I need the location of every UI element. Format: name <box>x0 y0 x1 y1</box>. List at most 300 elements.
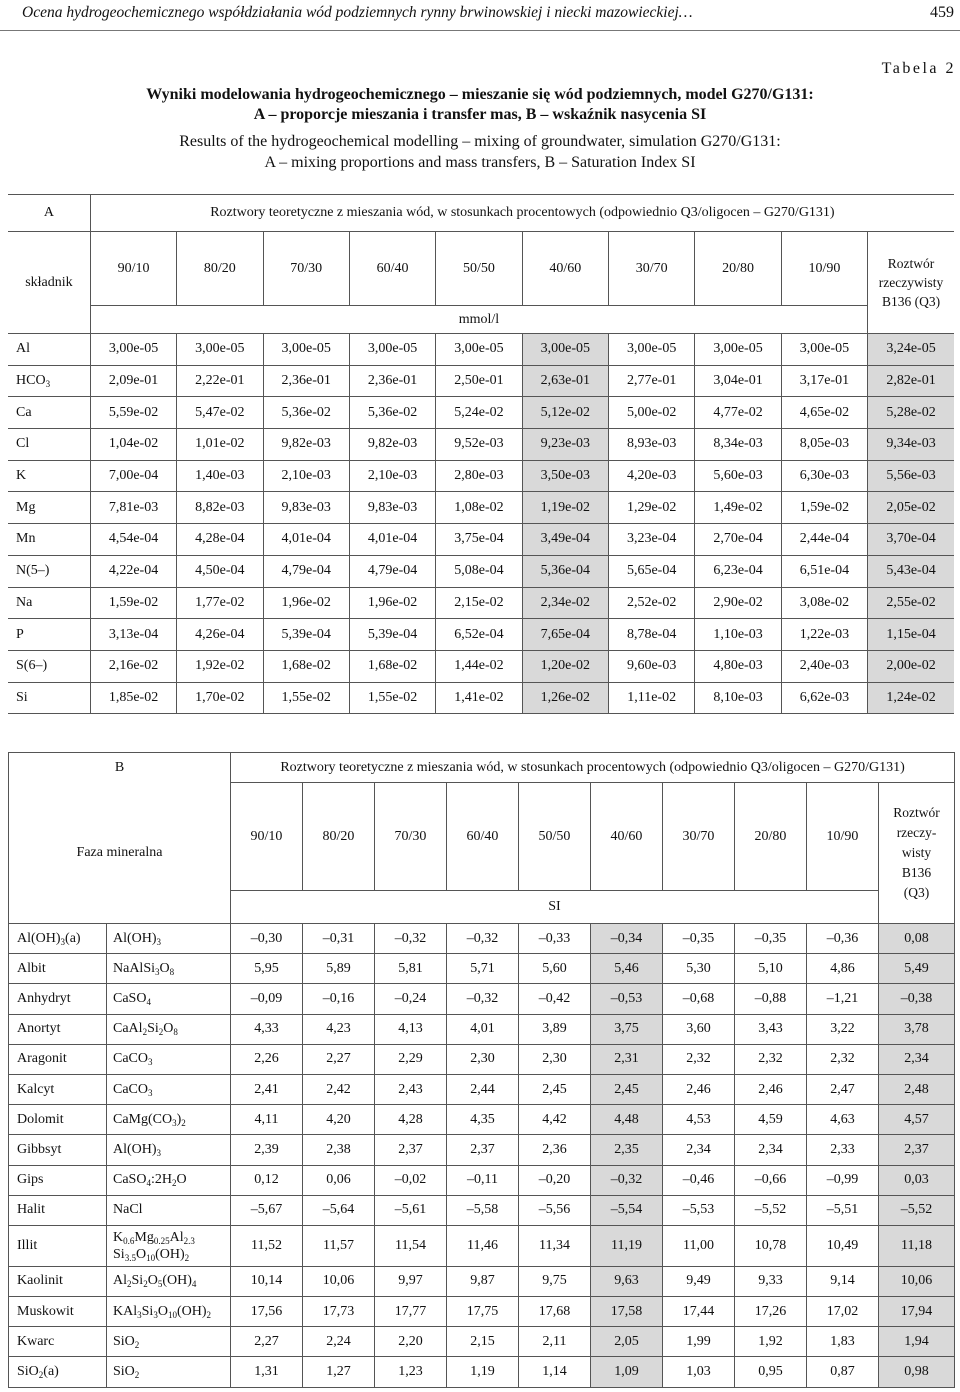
table-b-row <box>9 1327 955 1357</box>
page-number: 459 <box>930 4 954 21</box>
table-a-ratio-header: 70/30 <box>263 232 349 306</box>
table-b-si-value-cell: 17,77 <box>375 1297 447 1327</box>
table-a-value-cell: 1,96e-02 <box>349 587 435 619</box>
table-a-value-cell: 2,16e-02 <box>90 650 176 682</box>
table-a-value-cell: 2,82e-01 <box>868 365 954 397</box>
table-a-value-cell: 1,49e-02 <box>695 492 781 524</box>
table-b-si-value-cell: 1,27 <box>303 1357 375 1387</box>
table-b-si-value-cell: –5,52 <box>735 1195 807 1225</box>
table-b-si-value-cell: 5,71 <box>447 954 519 984</box>
table-b-si-value-cell: –0,33 <box>519 924 591 954</box>
mineral-phase-name: SiO$_2$(a) <box>9 1357 107 1387</box>
table-a-value-cell: 1,24e-02 <box>868 682 954 714</box>
table-a-value-cell: 6,52e-04 <box>436 619 522 651</box>
table-b-si-value-cell: 9,75 <box>519 1266 591 1296</box>
table-b-si-value-cell: 0,98 <box>879 1357 955 1387</box>
table-b-row <box>9 1266 955 1296</box>
table-a-value-cell: 7,81e-03 <box>90 492 176 524</box>
table-b-si-value-cell: 3,89 <box>519 1014 591 1044</box>
table-b-si-value-cell: 4,01 <box>447 1014 519 1044</box>
table-b-si-value-cell: 4,33 <box>231 1014 303 1044</box>
table-b-row <box>9 984 955 1014</box>
table-b-si-value-cell: –0,20 <box>519 1165 591 1195</box>
mineral-phase-name: Aragonit <box>9 1044 107 1074</box>
table-b-si-value-cell: 10,06 <box>303 1266 375 1296</box>
table-a-value-cell: 8,05e-03 <box>781 429 867 461</box>
table-b-si-value-cell: 1,14 <box>519 1357 591 1387</box>
table-a-value-cell: 6,51e-04 <box>781 555 867 587</box>
table-b-row <box>9 1135 955 1165</box>
table-b-si-value-cell: 2,34 <box>879 1044 955 1074</box>
table-b-si-value-cell: 4,86 <box>807 954 879 984</box>
table-b-si-value-cell: 4,53 <box>663 1105 735 1135</box>
title-english-line-1: Results of the hydrogeochemical modelling – mixing of groundwater, simulation G270/G131: <box>179 133 781 150</box>
table-b-si-value-cell: –0,46 <box>663 1165 735 1195</box>
table-b-si-value-cell: –0,09 <box>231 984 303 1014</box>
table-b-section-label: B <box>9 753 231 783</box>
table-b-si-value-cell: 2,20 <box>375 1327 447 1357</box>
table-b-unit: SI <box>231 891 879 924</box>
table-b-si-value-cell: 2,30 <box>447 1044 519 1074</box>
table-a-value-cell: 5,28e-02 <box>868 397 954 429</box>
table-a-row <box>8 334 954 366</box>
table-b-si-value-cell: 1,09 <box>591 1357 663 1387</box>
table-a-value-cell: 4,79e-04 <box>349 555 435 587</box>
table-a-value-cell: 4,54e-04 <box>90 524 176 556</box>
table-a-section-label: A <box>8 195 90 232</box>
mineral-formula: $CaSO_4:2H_2O$ <box>107 1165 231 1195</box>
component-name: $HCO_3$ <box>8 365 90 397</box>
table-a-value-cell: 2,52e-02 <box>608 587 694 619</box>
table-b-si-value-cell: 5,95 <box>231 954 303 984</box>
table-a-value-cell: 1,85e-02 <box>90 682 176 714</box>
table-a-value-cell: 5,36e-02 <box>349 397 435 429</box>
table-b-si-value-cell: 11,57 <box>303 1225 375 1266</box>
table-b-si-value-cell: 17,73 <box>303 1297 375 1327</box>
table-b-si-value-cell: 0,87 <box>807 1357 879 1387</box>
table-b-si-value-cell: 2,32 <box>807 1044 879 1074</box>
table-a-value-cell: 4,79e-04 <box>263 555 349 587</box>
table-a-value-cell: 2,09e-01 <box>90 365 176 397</box>
table-b-si-value-cell: 10,06 <box>879 1266 955 1296</box>
table-a-value-cell: 2,40e-03 <box>781 650 867 682</box>
table-a-value-cell: 5,39e-04 <box>263 619 349 651</box>
table-a-value-cell: 1,68e-02 <box>263 650 349 682</box>
table-a-value-cell: 5,36e-02 <box>263 397 349 429</box>
table-b-row <box>9 1225 955 1266</box>
table-b-si-value-cell: 9,97 <box>375 1266 447 1296</box>
table-a-value-cell: 3,70e-04 <box>868 524 954 556</box>
table-b-row <box>9 1105 955 1135</box>
table-a-value-cell: 4,80e-03 <box>695 650 781 682</box>
table-b-si-value-cell: 2,45 <box>591 1074 663 1104</box>
table-b-saturation-index <box>8 752 955 1388</box>
table-a-value-cell: 4,01e-04 <box>263 524 349 556</box>
mineral-phase-name: Gibbsyt <box>9 1135 107 1165</box>
table-b-si-value-cell: –0,32 <box>591 1165 663 1195</box>
table-a-value-cell: 1,26e-02 <box>522 682 608 714</box>
mineral-formula: SiO$_2$ <box>107 1357 231 1387</box>
table-a-value-cell: 1,22e-03 <box>781 619 867 651</box>
table-b-si-value-cell: 2,35 <box>591 1135 663 1165</box>
table-b-si-value-cell: 2,30 <box>519 1044 591 1074</box>
table-b-si-value-cell: 0,06 <box>303 1165 375 1195</box>
table-a-value-cell: 9,83e-03 <box>263 492 349 524</box>
table-b-si-value-cell: 17,56 <box>231 1297 303 1327</box>
table-b-si-value-cell: 1,03 <box>663 1357 735 1387</box>
table-b-si-value-cell: 5,81 <box>375 954 447 984</box>
table-a-ratio-header: 60/40 <box>349 232 435 306</box>
table-b-si-value-cell: –5,52 <box>879 1195 955 1225</box>
mineral-formula: $Al_2Si_2O_5(OH)_4$ <box>107 1266 231 1296</box>
mineral-phase-name: Muskowit <box>9 1297 107 1327</box>
table-a-value-cell: 1,29e-02 <box>608 492 694 524</box>
table-b-si-value-cell: 2,42 <box>303 1074 375 1104</box>
table-a-value-cell: 5,24e-02 <box>436 397 522 429</box>
table-a-value-cell: 1,01e-02 <box>177 429 263 461</box>
component-name: Cl <box>8 429 90 461</box>
table-a-value-cell: 6,62e-03 <box>781 682 867 714</box>
running-title: Ocena hydrogeochemicznego współdziałania wód podziemnych rynny brwinowskiej i niecki mazowieckiej… <box>22 4 693 21</box>
table-b-si-value-cell: 4,57 <box>879 1105 955 1135</box>
table-a-value-cell: 3,00e-05 <box>608 334 694 366</box>
table-b-si-value-cell: 2,43 <box>375 1074 447 1104</box>
table-b-real-solution-header: Roztwór rzeczy- wisty B136 (Q3) <box>879 783 955 924</box>
table-a-value-cell: 5,36e-04 <box>522 555 608 587</box>
table-b-ratio-header: 70/30 <box>375 783 447 891</box>
mineral-formula: $K_{0.6}Mg_{0.25}Al_{2.3}$ $Si_{3.5}O_{10}(OH)_2$ <box>107 1225 231 1266</box>
table-a-value-cell: 4,20e-03 <box>608 460 694 492</box>
mineral-formula: $CaAl_2Si_2O_8$ <box>107 1014 231 1044</box>
table-a-value-cell: 2,34e-02 <box>522 587 608 619</box>
table-a-value-cell: 4,26e-04 <box>177 619 263 651</box>
table-b-si-value-cell: 0,03 <box>879 1165 955 1195</box>
table-a-value-cell: 4,22e-04 <box>90 555 176 587</box>
table-b-si-value-cell: 2,27 <box>231 1327 303 1357</box>
table-b-si-value-cell: 4,13 <box>375 1014 447 1044</box>
table-a-value-cell: 1,40e-03 <box>177 460 263 492</box>
mineral-phase-name: $Al(OH)_3(a)$ <box>9 924 107 954</box>
table-b-si-value-cell: 17,68 <box>519 1297 591 1327</box>
table-a-value-cell: 3,00e-05 <box>522 334 608 366</box>
table-a-value-cell: 5,00e-02 <box>608 397 694 429</box>
table-a-value-cell: 2,36e-01 <box>349 365 435 397</box>
table-b-row <box>9 1074 955 1104</box>
table-a-ratio-header: 50/50 <box>436 232 522 306</box>
table-b-si-value-cell: 2,32 <box>663 1044 735 1074</box>
table-b-si-value-cell: –5,51 <box>807 1195 879 1225</box>
table-b-row <box>9 1165 955 1195</box>
table-a-value-cell: 3,00e-05 <box>263 334 349 366</box>
table-b-si-value-cell: 9,49 <box>663 1266 735 1296</box>
title-polish-line-2: A – proporcje mieszania i transfer mas, B – wskaźnik nasycenia SI <box>253 106 707 123</box>
table-b-si-value-cell: –0,66 <box>735 1165 807 1195</box>
table-b-si-value-cell: 3,78 <box>879 1014 955 1044</box>
table-a-value-cell: 1,68e-02 <box>349 650 435 682</box>
table-b-si-value-cell: 1,31 <box>231 1357 303 1387</box>
table-b-si-value-cell: 2,44 <box>447 1074 519 1104</box>
table-a-value-cell: 2,00e-02 <box>868 650 954 682</box>
table-b-si-value-cell: –0,53 <box>591 984 663 1014</box>
table-a-value-cell: 9,83e-03 <box>349 492 435 524</box>
table-b-si-value-cell: –0,16 <box>303 984 375 1014</box>
table-a-value-cell: 1,11e-02 <box>608 682 694 714</box>
table-a-value-cell: 2,44e-04 <box>781 524 867 556</box>
table-b-si-value-cell: 2,47 <box>807 1074 879 1104</box>
mineral-formula: $KAl_3Si_3O_{10}(OH)_2$ <box>107 1297 231 1327</box>
table-b-si-value-cell: 17,26 <box>735 1297 807 1327</box>
table-b-si-value-cell: –0,32 <box>375 924 447 954</box>
table-a-value-cell: 9,82e-03 <box>263 429 349 461</box>
table-a-value-cell: 1,10e-03 <box>695 619 781 651</box>
table-b-si-value-cell: 11,18 <box>879 1225 955 1266</box>
table-a-value-cell: 4,50e-04 <box>177 555 263 587</box>
table-a-value-cell: 3,75e-04 <box>436 524 522 556</box>
table-a-value-cell: 3,50e-03 <box>522 460 608 492</box>
table-a-value-cell: 3,00e-05 <box>90 334 176 366</box>
table-b-si-value-cell: –5,54 <box>591 1195 663 1225</box>
table-a-row <box>8 619 954 651</box>
table-b-si-value-cell: 2,36 <box>519 1135 591 1165</box>
table-a-value-cell: 2,10e-03 <box>349 460 435 492</box>
table-a-ratio-header: 80/20 <box>177 232 263 306</box>
table-a-value-cell: 1,04e-02 <box>90 429 176 461</box>
component-name: Si <box>8 682 90 714</box>
table-a-value-cell: 4,28e-04 <box>177 524 263 556</box>
table-b-si-value-cell: 2,46 <box>663 1074 735 1104</box>
table-b-si-value-cell: –0,42 <box>519 984 591 1014</box>
table-b-si-value-cell: 3,75 <box>591 1014 663 1044</box>
table-a-value-cell: 3,00e-05 <box>177 334 263 366</box>
running-header <box>0 0 960 31</box>
table-b-si-value-cell: –5,64 <box>303 1195 375 1225</box>
table-b-si-value-cell: 2,24 <box>303 1327 375 1357</box>
table-a-value-cell: 3,00e-05 <box>436 334 522 366</box>
table-b-si-value-cell: 2,45 <box>519 1074 591 1104</box>
table-a-value-cell: 1,77e-02 <box>177 587 263 619</box>
component-name: P <box>8 619 90 651</box>
table-a-value-cell: 3,49e-04 <box>522 524 608 556</box>
table-a-value-cell: 3,24e-05 <box>868 334 954 366</box>
table-a-real-solution-header: Roztwór rzeczywisty B136 (Q3) <box>868 232 954 334</box>
table-b-si-value-cell: 1,94 <box>879 1327 955 1357</box>
table-b-si-value-cell: 5,46 <box>591 954 663 984</box>
mineral-formula: $NaAlSi_3O_8$ <box>107 954 231 984</box>
table-b-si-value-cell: 4,35 <box>447 1105 519 1135</box>
table-b-si-value-cell: 2,41 <box>231 1074 303 1104</box>
table-b-si-value-cell: –5,58 <box>447 1195 519 1225</box>
table-b-si-value-cell: 10,49 <box>807 1225 879 1266</box>
table-b-si-value-cell: 5,60 <box>519 954 591 984</box>
table-a-value-cell: 1,08e-02 <box>436 492 522 524</box>
table-b-si-value-cell: 17,58 <box>591 1297 663 1327</box>
table-a-value-cell: 9,60e-03 <box>608 650 694 682</box>
table-b-si-value-cell: –0,31 <box>303 924 375 954</box>
table-a-value-cell: 3,04e-01 <box>695 365 781 397</box>
table-a-value-cell: 1,19e-02 <box>522 492 608 524</box>
table-a-value-cell: 5,56e-03 <box>868 460 954 492</box>
table-b-si-value-cell: 11,19 <box>591 1225 663 1266</box>
table-b-si-value-cell: 1,99 <box>663 1327 735 1357</box>
table-a-ratio-header: 90/10 <box>90 232 176 306</box>
table-b-si-value-cell: 17,75 <box>447 1297 519 1327</box>
table-b-si-value-cell: 11,46 <box>447 1225 519 1266</box>
table-b-si-value-cell: 2,11 <box>519 1327 591 1357</box>
table-b-si-value-cell: 9,63 <box>591 1266 663 1296</box>
table-b-si-value-cell: 2,34 <box>735 1135 807 1165</box>
table-b-si-value-cell: –0,30 <box>231 924 303 954</box>
table-a-value-cell: 8,82e-03 <box>177 492 263 524</box>
mineral-formula: CaSO$_4$ <box>107 984 231 1014</box>
table-b-si-value-cell: –0,88 <box>735 984 807 1014</box>
table-a-value-cell: 1,92e-02 <box>177 650 263 682</box>
table-b-row <box>9 1297 955 1327</box>
table-a-value-cell: 3,00e-05 <box>695 334 781 366</box>
table-b-si-value-cell: 5,30 <box>663 954 735 984</box>
table-b-si-value-cell: 17,94 <box>879 1297 955 1327</box>
table-a-row <box>8 650 954 682</box>
mineral-phase-name: Gips <box>9 1165 107 1195</box>
table-b-si-value-cell: 10,78 <box>735 1225 807 1266</box>
table-b-si-value-cell: 11,00 <box>663 1225 735 1266</box>
table-b-si-value-cell: 3,22 <box>807 1014 879 1044</box>
table-a-ratio-header: 30/70 <box>608 232 694 306</box>
table-a-value-cell: 9,34e-03 <box>868 429 954 461</box>
table-b-si-value-cell: 2,32 <box>735 1044 807 1074</box>
table-a-value-cell: 8,78e-04 <box>608 619 694 651</box>
table-a-row <box>8 555 954 587</box>
table-a-value-cell: 2,63e-01 <box>522 365 608 397</box>
table-a-value-cell: 2,70e-04 <box>695 524 781 556</box>
mineral-phase-name: Illit <box>9 1225 107 1266</box>
table-a-value-cell: 8,93e-03 <box>608 429 694 461</box>
table-a-value-cell: 1,20e-02 <box>522 650 608 682</box>
table-a-ratio-header: 40/60 <box>522 232 608 306</box>
table-b-si-value-cell: 10,14 <box>231 1266 303 1296</box>
table-b-row <box>9 1014 955 1044</box>
mineral-phase-name: Kalcyt <box>9 1074 107 1104</box>
table-b-si-value-cell: 2,39 <box>231 1135 303 1165</box>
table-b-si-value-cell: –5,53 <box>663 1195 735 1225</box>
table-b-ratio-header: 40/60 <box>591 783 663 891</box>
table-b-si-value-cell: 2,26 <box>231 1044 303 1074</box>
table-b-phase-header: Faza mineralna <box>9 783 231 924</box>
table-a-value-cell: 2,55e-02 <box>868 587 954 619</box>
table-a-row <box>8 524 954 556</box>
table-b-si-value-cell: 4,20 <box>303 1105 375 1135</box>
table-b-row <box>9 1195 955 1225</box>
table-b-si-value-cell: 2,37 <box>879 1135 955 1165</box>
table-b-row <box>9 1044 955 1074</box>
table-a-row <box>8 682 954 714</box>
table-b-si-value-cell: 3,60 <box>663 1014 735 1044</box>
table-b-si-value-cell: 2,34 <box>663 1135 735 1165</box>
table-b-si-value-cell: –0,68 <box>663 984 735 1014</box>
table-a-value-cell: 2,10e-03 <box>263 460 349 492</box>
table-a-value-cell: 2,50e-01 <box>436 365 522 397</box>
table-a-value-cell: 4,65e-02 <box>781 397 867 429</box>
table-b-si-value-cell: 9,14 <box>807 1266 879 1296</box>
table-b-si-value-cell: 1,19 <box>447 1357 519 1387</box>
table-b-si-value-cell: 5,49 <box>879 954 955 984</box>
table-number-label: Tabela 2 <box>881 60 956 77</box>
table-b-ratio-header: 80/20 <box>303 783 375 891</box>
table-b-si-value-cell: –5,67 <box>231 1195 303 1225</box>
table-b-row <box>9 954 955 984</box>
table-b-si-value-cell: –0,11 <box>447 1165 519 1195</box>
table-a-value-cell: 5,59e-02 <box>90 397 176 429</box>
table-a-value-cell: 3,23e-04 <box>608 524 694 556</box>
table-b-si-value-cell: 11,54 <box>375 1225 447 1266</box>
table-b-si-value-cell: 4,28 <box>375 1105 447 1135</box>
table-b-si-value-cell: –0,32 <box>447 984 519 1014</box>
table-b-si-value-cell: 0,12 <box>231 1165 303 1195</box>
table-b-si-value-cell: –0,24 <box>375 984 447 1014</box>
table-a-value-cell: 1,59e-02 <box>90 587 176 619</box>
table-a-value-cell: 5,39e-04 <box>349 619 435 651</box>
table-b-si-value-cell: 17,02 <box>807 1297 879 1327</box>
table-b-si-value-cell: –0,34 <box>591 924 663 954</box>
table-a-row <box>8 365 954 397</box>
table-a-value-cell: 2,77e-01 <box>608 365 694 397</box>
table-b-si-value-cell: 2,05 <box>591 1327 663 1357</box>
table-b-si-value-cell: –0,35 <box>663 924 735 954</box>
table-a-row <box>8 429 954 461</box>
table-a-value-cell: 2,36e-01 <box>263 365 349 397</box>
table-a-value-cell: 9,52e-03 <box>436 429 522 461</box>
table-a-value-cell: 2,80e-03 <box>436 460 522 492</box>
mineral-phase-name: Kwarc <box>9 1327 107 1357</box>
table-a-value-cell: 1,59e-02 <box>781 492 867 524</box>
table-b-si-value-cell: 2,46 <box>735 1074 807 1104</box>
table-a-value-cell: 3,17e-01 <box>781 365 867 397</box>
title-polish-line-1: Wyniki modelowania hydrogeochemicznego – mieszanie się wód podziemnych, model G270/G131: <box>146 86 814 103</box>
table-a-value-cell: 2,22e-01 <box>177 365 263 397</box>
table-b-si-value-cell: 11,34 <box>519 1225 591 1266</box>
table-a-value-cell: 6,23e-04 <box>695 555 781 587</box>
table-b-si-value-cell: 2,29 <box>375 1044 447 1074</box>
table-a-value-cell: 1,15e-04 <box>868 619 954 651</box>
table-b-si-value-cell: –0,35 <box>735 924 807 954</box>
mineral-phase-name: Anhydryt <box>9 984 107 1014</box>
table-a-unit: mmol/l <box>90 306 867 334</box>
component-name: Na <box>8 587 90 619</box>
component-name: Mg <box>8 492 90 524</box>
mineral-phase-name: Kaolinit <box>9 1266 107 1296</box>
table-b-ratio-header: 60/40 <box>447 783 519 891</box>
table-b-si-value-cell: 2,37 <box>447 1135 519 1165</box>
mineral-formula: CaCO$_3$ <box>107 1074 231 1104</box>
table-a-ratio-header: 20/80 <box>695 232 781 306</box>
table-a-value-cell: 8,10e-03 <box>695 682 781 714</box>
table-a-value-cell: 5,08e-04 <box>436 555 522 587</box>
table-a-value-cell: 5,43e-04 <box>868 555 954 587</box>
table-a-value-cell: 9,23e-03 <box>522 429 608 461</box>
table-a-value-cell: 4,77e-02 <box>695 397 781 429</box>
table-b-si-value-cell: 4,11 <box>231 1105 303 1135</box>
table-b-si-value-cell: 5,10 <box>735 954 807 984</box>
component-name: K <box>8 460 90 492</box>
table-b-si-value-cell: 11,52 <box>231 1225 303 1266</box>
table-a-value-cell: 1,55e-02 <box>349 682 435 714</box>
table-b-si-value-cell: 9,87 <box>447 1266 519 1296</box>
table-b-si-value-cell: 1,83 <box>807 1327 879 1357</box>
table-a-component-header: składnik <box>8 232 90 334</box>
table-a-value-cell: 3,00e-05 <box>781 334 867 366</box>
component-name: N(5–) <box>8 555 90 587</box>
title-english-line-2: A – mixing proportions and mass transfers, B – Saturation Index SI <box>264 154 696 171</box>
table-a-value-cell: 5,65e-04 <box>608 555 694 587</box>
